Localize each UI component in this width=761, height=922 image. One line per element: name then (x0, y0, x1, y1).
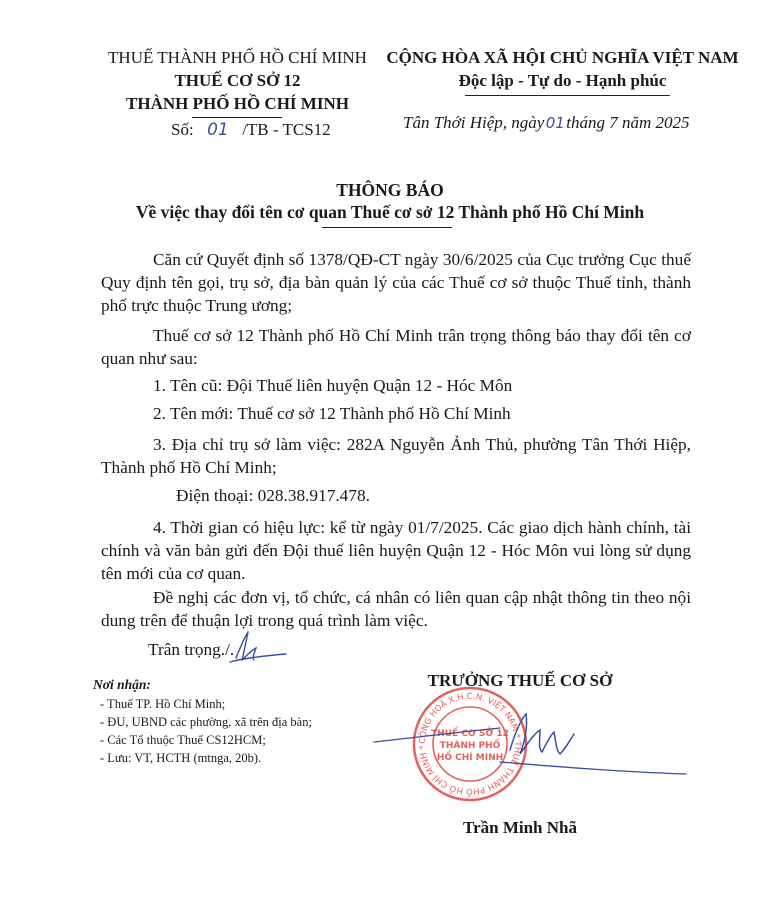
item-new-name: 2. Tên mới: Thuế cơ sở 12 Thành phố Hồ Chí Minh (153, 404, 511, 423)
document-date (403, 113, 690, 133)
closing-regards: Trân trọng./. (148, 640, 235, 659)
item-phone: Điện thoại: 028.38.917.478. (176, 486, 370, 505)
stamp-ring-text: CỘNG HOÀ X.H.C.N. VIỆT NAM * THUẾ THÀNH PHỐ HỒ CHÍ MINH * (417, 691, 523, 797)
recipients-heading: Nơi nhận: (93, 677, 151, 692)
document-number (171, 120, 331, 140)
document-title: THÔNG BÁO (336, 180, 444, 200)
signer-title: TRƯỞNG THUẾ CƠ SỞ (427, 671, 613, 690)
agency-name-line2: THÀNH PHỐ HỒ CHÍ MINH (126, 94, 349, 113)
doc-number-suffix: /TB - TCS12 (242, 120, 331, 139)
item-effective-date: 4. Thời gian có hiệu lực: kể từ ngày 01/7/2025. Các giao dịch hành chính, tài chính và văn bản gửi đến Đội thuế liên huyện Quận 12 - Hóc Môn vui lòng sử dụng tên mới của cơ quan. (101, 518, 691, 583)
initials-signature-icon (222, 628, 292, 670)
item-address: 3. Địa chỉ trụ sở làm việc: 282A Nguyễn Ảnh Thủ, phường Tân Thới Hiệp, Thành phố Hồ Chí Minh; (101, 435, 691, 477)
date-day-handwritten: 01 (545, 114, 565, 132)
country-name: CỘNG HÒA XÃ HỘI CHỦ NGHĨA VIỆT NAM (386, 48, 739, 67)
stamp-center-line2: THÀNH PHỐ (439, 741, 501, 751)
recipient-item: - Các Tổ thuộc Thuế CS12HCM; (100, 733, 266, 747)
paragraph-legal-basis: Căn cứ Quyết định số 1378/QĐ-CT ngày 30/6/2025 của Cục trưởng Cục thuế Quy định tên gọi, trụ sở, địa bàn quản lý của các Thuế cơ sở thuộc Thuế tỉnh, thành phố trực thuộc Trung ương; (101, 250, 691, 315)
signer-name: Trần Minh Nhã (463, 818, 577, 837)
recipient-item: - Lưu: VT, HCTH (mtnga, 20b). (100, 751, 262, 765)
title-underline (322, 227, 452, 228)
agency-parent: THUẾ THÀNH PHỐ HỒ CHÍ MINH (108, 48, 367, 67)
paragraph-announcement: Thuế cơ sở 12 Thành phố Hồ Chí Minh trân trọng thông báo thay đổi tên cơ quan như sau: (101, 326, 691, 368)
country-motto: Độc lập - Tự do - Hạnh phúc (458, 71, 667, 90)
stamp-center-line3: HỒ CHÍ MINH (436, 753, 504, 763)
stamp-center-line1: THUẾ CƠ SỞ 12 (431, 729, 509, 739)
doc-number-handwritten: 01 (207, 120, 229, 140)
date-suffix: tháng 7 năm 2025 (566, 113, 690, 132)
item-old-name: 1. Tên cũ: Đội Thuế liên huyện Quận 12 - Hóc Môn (153, 376, 513, 395)
recipient-item: - Thuế TP. Hồ Chí Minh; (100, 697, 226, 711)
doc-number-prefix: Số: (171, 120, 194, 139)
paragraph-request: Đề nghị các đơn vị, tổ chức, cá nhân có liên quan cập nhật thông tin theo nội dung trên để thuận lợi trong quá trình làm việc. (101, 588, 691, 630)
motto-underline (465, 95, 670, 96)
handwritten-signature-icon (370, 710, 690, 780)
agency-name-line1: THUẾ CƠ SỞ 12 (174, 71, 301, 90)
document-subtitle: Về việc thay đổi tên cơ quan Thuế cơ sở 12 Thành phố Hồ Chí Minh (135, 202, 645, 222)
date-prefix: Tân Thới Hiệp, ngày (403, 113, 545, 132)
header-left-rule (192, 117, 282, 118)
recipient-item: - ĐU, UBND các phường, xã trên địa bàn; (100, 715, 312, 729)
